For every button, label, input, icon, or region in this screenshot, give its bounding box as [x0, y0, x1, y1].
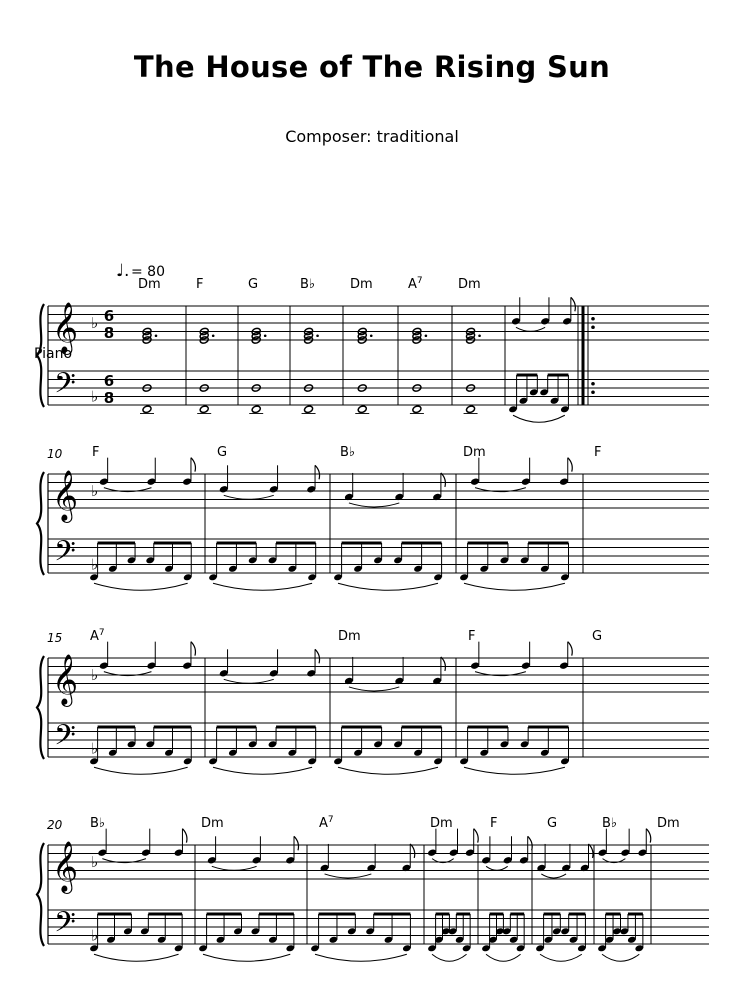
- note-flag: [441, 473, 446, 487]
- measure-number: 15: [47, 631, 63, 645]
- chord-symbol: B♭: [300, 277, 316, 292]
- repeat-dot: [591, 317, 595, 321]
- time-signature-bottom: 8: [103, 389, 115, 407]
- chord-symbol: Dm: [350, 277, 373, 292]
- slur: [203, 954, 290, 961]
- brace: [37, 843, 44, 946]
- bass-clef-icon: 𝄢: [54, 535, 76, 575]
- note-flag: [646, 829, 651, 843]
- slur: [602, 954, 639, 961]
- staff-system: [37, 815, 709, 961]
- staff-systems: [37, 276, 709, 961]
- slur: [338, 583, 438, 590]
- chord-symbol: G: [248, 277, 259, 292]
- slur: [94, 583, 188, 590]
- note-flag: [294, 836, 299, 850]
- chord-symbol: $A^7$: [319, 815, 334, 831]
- tie: [224, 495, 274, 499]
- treble-clef-icon: 𝄞: [52, 841, 79, 892]
- note-flag: [571, 297, 576, 311]
- note-flag: [568, 458, 573, 472]
- key-signature-flat: ♭: [91, 853, 99, 871]
- key-signature-flat: ♭: [91, 666, 99, 684]
- brace: [37, 472, 44, 575]
- composer-credit: Composer: traditional: [285, 127, 459, 146]
- note-flag: [315, 465, 320, 479]
- chord-symbol: F: [196, 277, 204, 292]
- key-signature-flat: ♭: [91, 387, 99, 406]
- bass-clef-icon: 𝄢: [54, 367, 76, 407]
- tempo-text: = 80: [131, 264, 165, 280]
- staff-system: [37, 276, 709, 422]
- note-flag: [191, 642, 196, 656]
- measure-number: 20: [47, 818, 63, 832]
- bass-clef-icon: 𝄢: [54, 906, 76, 946]
- staff-system: [37, 445, 709, 590]
- notehead: [466, 405, 476, 414]
- notehead: [251, 405, 261, 414]
- tie: [349, 687, 399, 691]
- measure-number: 10: [47, 447, 63, 461]
- treble-clef-icon: 𝄞: [52, 302, 79, 353]
- notehead: [357, 405, 367, 414]
- note-flag: [589, 844, 594, 858]
- chord-symbol: Dm: [430, 816, 453, 831]
- instrument-label: Piano: [34, 346, 73, 362]
- chord-symbol: Dm: [138, 277, 161, 292]
- tie: [541, 874, 566, 878]
- slur: [94, 954, 179, 961]
- key-signature-flat: ♭: [91, 555, 99, 574]
- notehead: [199, 405, 209, 414]
- slur: [338, 767, 438, 774]
- augmentation-dot: [212, 334, 215, 337]
- chord-symbol: F: [92, 445, 100, 460]
- chord-symbol: Dm: [657, 816, 680, 831]
- chord-symbol: $A^7$: [408, 276, 423, 292]
- note-flag: [528, 836, 533, 850]
- note-flag: [474, 829, 479, 843]
- augmentation-dot: [425, 334, 428, 337]
- chord-symbol: F: [468, 629, 476, 644]
- chord-symbol: G: [592, 629, 603, 644]
- chord-symbol: B♭: [602, 816, 618, 831]
- augmentation-dot: [478, 334, 481, 337]
- repeat-dot: [591, 390, 595, 394]
- score-title: The House of The Rising Sun: [133, 50, 611, 84]
- chord-symbol: B♭: [340, 445, 356, 460]
- tie: [349, 503, 399, 507]
- time-signature-top: 6: [103, 307, 115, 325]
- chord-symbol: Dm: [463, 445, 486, 460]
- tempo-note: ♩.: [116, 261, 130, 281]
- key-signature-flat: ♭: [91, 926, 99, 945]
- slur: [432, 954, 467, 961]
- key-signature-flat: ♭: [91, 739, 99, 758]
- time-signature-bottom: 8: [103, 324, 115, 342]
- chord-symbol: F: [594, 445, 602, 460]
- slur: [464, 767, 565, 774]
- augmentation-dot: [264, 334, 267, 337]
- chord-symbol: G: [217, 445, 228, 460]
- tie: [325, 874, 372, 878]
- key-signature-flat: ♭: [91, 314, 99, 332]
- note-flag: [568, 642, 573, 656]
- slur: [464, 583, 565, 590]
- augmentation-dot: [370, 334, 373, 337]
- slur: [213, 583, 312, 590]
- tie: [486, 866, 508, 870]
- brace: [37, 656, 44, 759]
- chord-symbol: B♭: [90, 816, 106, 831]
- notehead: [142, 405, 152, 414]
- augmentation-dot: [155, 334, 158, 337]
- key-signature-flat: ♭: [91, 482, 99, 500]
- note-flag: [182, 829, 187, 843]
- slur: [486, 954, 521, 961]
- slur: [315, 954, 407, 961]
- tie: [224, 679, 274, 683]
- repeat-dot: [591, 382, 595, 386]
- chord-symbol: G: [547, 816, 558, 831]
- note-flag: [191, 458, 196, 472]
- slur: [94, 767, 188, 774]
- note-flag: [410, 844, 415, 858]
- treble-clef-icon: 𝄞: [52, 470, 79, 521]
- staff-system: [37, 628, 709, 774]
- augmentation-dot: [316, 334, 319, 337]
- notehead: [304, 405, 314, 414]
- chord-symbol: Dm: [458, 277, 481, 292]
- slur: [213, 767, 312, 774]
- note-flag: [315, 649, 320, 663]
- chord-symbol: F: [490, 816, 498, 831]
- tie: [212, 866, 257, 870]
- treble-clef-icon: 𝄞: [52, 654, 79, 705]
- repeat-dot: [591, 325, 595, 329]
- notehead: [412, 405, 422, 414]
- bass-clef-icon: 𝄢: [54, 719, 76, 759]
- slur: [513, 415, 565, 422]
- chord-symbol: Dm: [201, 816, 224, 831]
- slur: [540, 954, 582, 961]
- chord-symbol: Dm: [338, 629, 361, 644]
- chord-symbol: $A^7$: [90, 628, 105, 644]
- tie: [516, 327, 545, 331]
- time-signature-top: 6: [103, 372, 115, 390]
- note-flag: [441, 657, 446, 671]
